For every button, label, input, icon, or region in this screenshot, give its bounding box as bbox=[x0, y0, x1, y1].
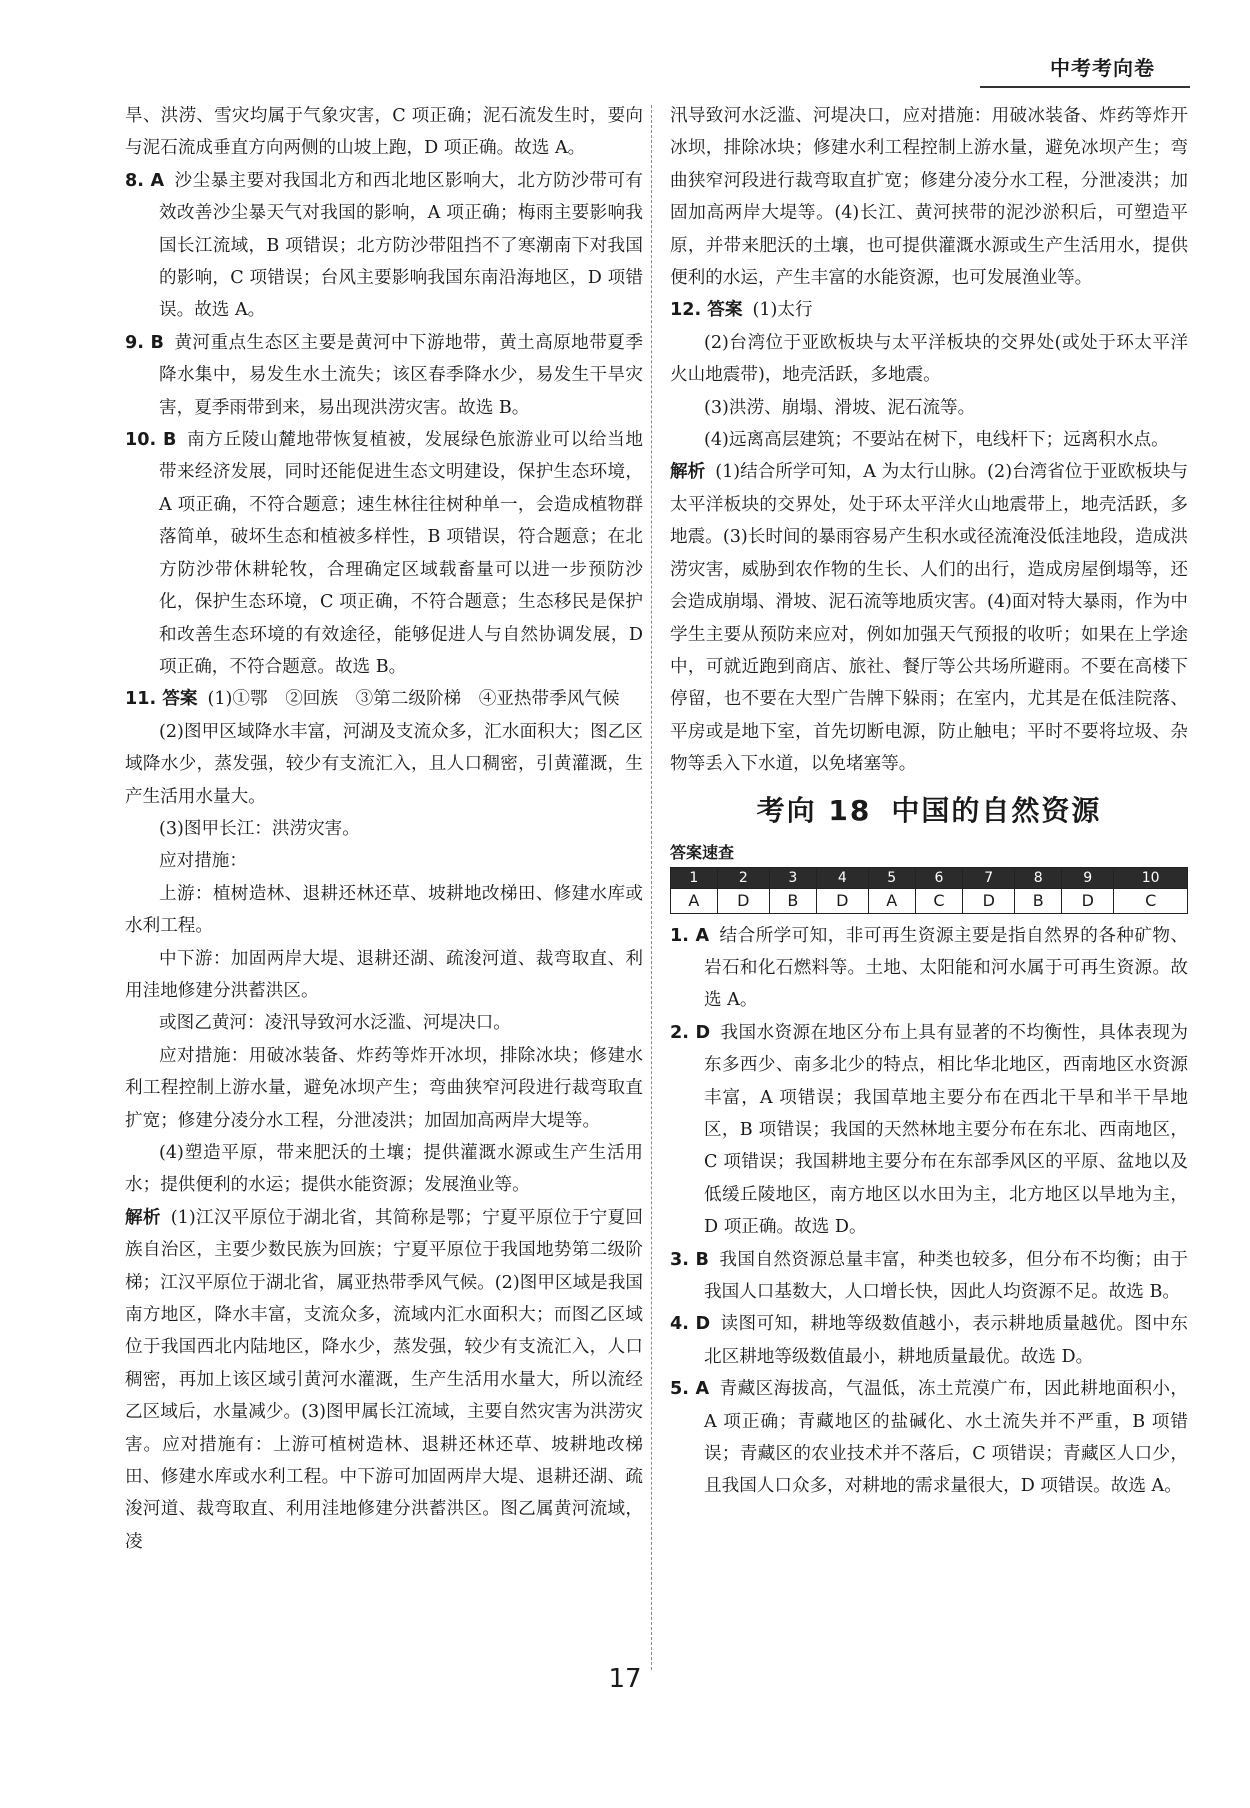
answer-key-number: 8 bbox=[1015, 867, 1062, 888]
answer-key-number: 10 bbox=[1114, 867, 1188, 888]
answer-key-number: 5 bbox=[868, 867, 915, 888]
answer-key-number: 7 bbox=[963, 867, 1015, 888]
answer-part: (4)塑造平原，带来肥沃的土壤；提供灌溉水源或生产生活用水；提供便利的水运；提供水能资源；发展渔业等。 bbox=[125, 1143, 643, 1196]
answer-part: (4)远离高层建筑；不要站在树下，电线杆下；远离积水点。 bbox=[704, 430, 1169, 451]
question-number: 10. B bbox=[125, 430, 177, 451]
answer-key-table bbox=[670, 867, 1188, 914]
analysis-label: 解析 bbox=[125, 1207, 161, 1228]
answer-key-answer: A bbox=[868, 888, 915, 913]
question-4 bbox=[670, 1308, 1188, 1373]
answer-key-label: 答案速查 bbox=[670, 842, 735, 862]
answer-key-answers bbox=[671, 888, 1188, 913]
question-text: 沙尘暴主要对我国北方和西北地区影响大，北方防沙带可有效改善沙尘暴天气对我国的影响，A 项正确；梅雨主要影响我国长江流域，B 项错误；北方防沙带阻挡不了寒潮南下对我国的影响，C 项错误；台风主要影响我国东南沿海地区，D 项错误。故选 A。 bbox=[159, 170, 643, 321]
answer-key-answer: A bbox=[671, 888, 718, 913]
answer-key-number: 3 bbox=[769, 867, 816, 888]
question-text: 我国水资源在地区分布上具有显著的不均衡性，具体表现为东多西少、南多北少的特点，相比华北地区，西南地区水资源丰富，A 项错误；我国草地主要分布在西北干旱和半干旱地区，B 项错误；我国的天然林地主要分布在东北、西南地区，C 项错误；我国耕地主要分布在东部季风区的平原、盆地以及低缓丘陵地区，南方地区以水田为主，北方地区以旱地为主，D 项正确。故选 D。 bbox=[704, 1022, 1188, 1238]
answer-key-number: 6 bbox=[915, 867, 963, 888]
column-divider bbox=[651, 105, 652, 1670]
header-rule bbox=[980, 86, 1190, 88]
question-text: (1)①鄂 ②回族 ③第二级阶梯 ④亚热带季风气候 bbox=[207, 689, 620, 710]
answer-key-number: 1 bbox=[671, 867, 718, 888]
answer-part: (3)图甲长江：洪涝灾害。 bbox=[159, 818, 360, 839]
question-8 bbox=[125, 165, 643, 327]
para-cont: 汛导致河水泛滥、河堤决口，应对措施：用破冰装备、炸药等炸开冰坝，排除冰块；修建水利工程控制上游水量，避免冰坝产生；弯曲狭窄河段进行裁弯取直扩宽；修建分凌分水工程，分泄凌洪；加固加高两岸大堤等。(4)长江、黄河挟带的泥沙淤积后，可塑造平原，并带来肥沃的土壤，也可提供灌溉水源或生产生活用水，提供便利的水运，产生丰富的水能资源，也可发展渔业等。 bbox=[670, 106, 1188, 289]
answer-part: 应对措施： bbox=[159, 851, 247, 872]
answer-key-answer: C bbox=[915, 888, 963, 913]
answer-key-answer: C bbox=[1114, 888, 1188, 913]
answer-key-number: 9 bbox=[1062, 867, 1114, 888]
question-5 bbox=[670, 1373, 1188, 1503]
analysis bbox=[670, 456, 1188, 780]
header-title: 中考考向卷 bbox=[1050, 56, 1155, 80]
analysis-label: 解析 bbox=[670, 462, 706, 483]
question-number: 8. A bbox=[125, 170, 165, 191]
answer-key-answer: D bbox=[717, 888, 769, 913]
page-number: 17 bbox=[608, 1664, 642, 1694]
answer-part: 或图乙黄河：凌汛导致河水泛滥、河堤决口。 bbox=[159, 1013, 511, 1034]
question-text: 南方丘陵山麓地带恢复植被，发展绿色旅游业可以给当地带来经济发展，同时还能促进生态文明建设，保护生态环境，A 项正确，不符合题意；速生林往往树种单一，会造成植物群落简单，破坏生态和植被多样性，B 项错误，符合题意；在北方防沙带休耕轮牧，合理确定区域载畜量可以进一步预防沙化，保护生态环境，C 项正确，不符合题意；生态移民是保护和改善生态环境的有效途径，能够促进人与自然协调发展，D 项正确，不符合题意。故选 B。 bbox=[159, 430, 643, 677]
answer-key-answer: B bbox=[769, 888, 816, 913]
answer-part: 上游：植树造林、退耕还林还草、坡耕地改梯田、修建水库或水利工程。 bbox=[125, 883, 643, 937]
question-number: 1. A bbox=[670, 925, 710, 946]
question-number: 3. B bbox=[670, 1249, 709, 1270]
question-number: 4. D bbox=[670, 1314, 711, 1335]
left-column bbox=[125, 100, 643, 1558]
question-9 bbox=[125, 327, 643, 424]
answer-part: (2)台湾位于亚欧板块与太平洋板块的交界处(或处于环太平洋火山地震带)，地壳活跃，多地震。 bbox=[670, 332, 1188, 386]
question-text: 读图可知，耕地等级数值越小，表示耕地质量越优。图中东北区耕地等级数值最小，耕地质量最优。故选 D。 bbox=[704, 1314, 1188, 1367]
question-text: 黄河重点生态区主要是黄河中下游地带，黄土高原地带夏季降水集中，易发生水土流失；该区春季降水少，易发生干旱灾害，夏季雨带到来，易出现洪涝灾害。故选 B。 bbox=[159, 332, 643, 418]
answer-key-number: 4 bbox=[816, 867, 868, 888]
question-3 bbox=[670, 1244, 1188, 1309]
answer-key-answer: D bbox=[816, 888, 868, 913]
question-text: (1)太行 bbox=[752, 300, 813, 321]
question-number: 9. B bbox=[125, 332, 164, 353]
answer-key-answer: D bbox=[963, 888, 1015, 913]
question-2 bbox=[670, 1017, 1188, 1244]
answer-part: 中下游：加固两岸大堤、退耕还湖、疏浚河道、裁弯取直、利用洼地修建分洪蓄洪区。 bbox=[125, 948, 643, 1001]
question-number: 12. 答案 bbox=[670, 300, 743, 321]
question-10 bbox=[125, 424, 643, 683]
section-heading bbox=[670, 789, 1188, 833]
right-column bbox=[670, 100, 1188, 1503]
answer-part: 应对措施：用破冰装备、炸药等炸开冰坝，排除冰块；修建水利工程控制上游水量，避免冰坝产生；弯曲狭窄河段进行裁弯取直扩宽；修建分凌分水工程，分泄凌洪；加固加高两岸大堤等。 bbox=[125, 1045, 643, 1131]
analysis-text: (1)江汉平原位于湖北省，其简称是鄂；宁夏平原位于宁夏回族自治区，主要少数民族为回族；宁夏平原位于我国地势第二级阶梯；江汉平原位于湖北省，属亚热带季风气候。(2)图甲区域是我国南方地区，降水丰富，支流众多，流域内汇水面积大；而图乙区域位于我国西北内陆地区，降水少，蒸发强，较少有支流汇入，人口稠密，再加上该区域引黄河水灌溉，生产生活用水量大，所以流经乙区域后，水量减少。(3)图甲属长江流域，主要自然灾害为洪涝灾害。应对措施有：上游可植树造林、退耕还林还草、坡耕地改梯田、修建水库或水利工程。中下游可加固两岸大堤、退耕还湖、疏浚河道、裁弯取直、利用洼地修建分洪蓄洪区。图乙属黄河流域，凌 bbox=[125, 1207, 643, 1552]
answer-key-answer: D bbox=[1062, 888, 1114, 913]
question-1 bbox=[670, 920, 1188, 1017]
analysis bbox=[125, 1202, 643, 1558]
para-cont bbox=[125, 100, 643, 165]
answer-part: (2)图甲区域降水丰富，河湖及支流众多，汇水面积大；图乙区域降水少，蒸发强，较少有支流汇入，且人口稠密，引黄灌溉，生产生活用水量大。 bbox=[125, 721, 643, 807]
question-text: 结合所学可知，非可再生资源主要是指自然界的各种矿物、岩石和化石燃料等。土地、太阳能和河水属于可再生资源。故选 A。 bbox=[704, 925, 1188, 1011]
answer-key-answer: B bbox=[1015, 888, 1062, 913]
question-text: 青藏区海拔高，气温低，冻土荒漠广布，因此耕地面积小，A 项正确；青藏地区的盐碱化、水土流失并不严重，B 项错误；青藏区的农业技术并不落后，C 项错误；青藏区人口少，且我国人口众多，对耕地的需求量很大，D 项错误。故选 A。 bbox=[704, 1379, 1188, 1497]
para-text: 旱、洪涝、雪灾均属于气象灾害，C 项正确；泥石流发生时，要向与泥石流成垂直方向两侧的山坡上跑，D 项正确。故选 A。 bbox=[125, 106, 643, 159]
analysis-text: (1)结合所学可知，A 为太行山脉。(2)台湾省位于亚欧板块与太平洋板块的交界处，处于环太平洋火山地震带上，地壳活跃，多地震。(3)长时间的暴雨容易产生积水或径流淹没低洼地段，造成洪涝灾害，威胁到农作物的生长、人们的出行，造成房屋倒塌等，还会造成崩塌、滑坡、泥石流等地质灾害。(4)面对特大暴雨，作为中学生主要从预防来应对，例如加强天气预报的收听；如果在上学途中，可就近跑到商店、旅社、餐厅等公共场所避雨。不要在高楼下停留，也不要在大型广告牌下躲雨；在室内，尤其是在低洼院落、平房或是地下室，首先切断电源，防止触电；平时不要将垃圾、杂物等丢入下水道，以免堵塞等。 bbox=[670, 462, 1189, 775]
section-title: 中国的自然资源 bbox=[891, 793, 1102, 827]
answer-part: (3)洪涝、崩塌、滑坡、泥石流等。 bbox=[704, 397, 976, 418]
answer-key-numbers bbox=[671, 867, 1188, 888]
question-text: 我国自然资源总量丰富，种类也较多，但分布不均衡；由于我国人口基数大，人口增长快，因此人均资源不足。故选 B。 bbox=[704, 1249, 1188, 1302]
answer-key-number: 2 bbox=[717, 867, 769, 888]
question-number: 5. A bbox=[670, 1379, 710, 1400]
section-prefix: 考向 18 bbox=[756, 793, 872, 827]
question-12-answer bbox=[670, 294, 1188, 326]
question-number: 11. 答案 bbox=[125, 689, 198, 710]
question-number: 2. D bbox=[670, 1022, 711, 1043]
question-11-answer bbox=[125, 683, 643, 715]
